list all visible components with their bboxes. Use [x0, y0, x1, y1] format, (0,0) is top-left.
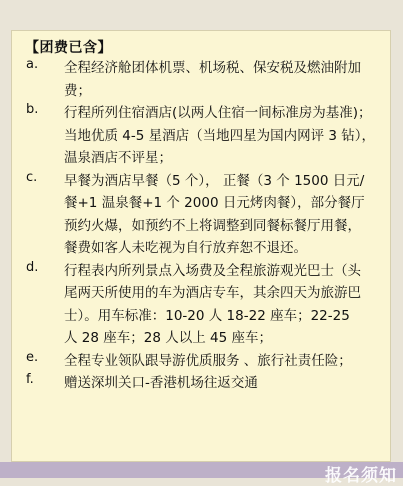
item-text-line: 当地优质 4-5 星酒店（当地四星为国内网评 3 钻），	[64, 127, 376, 144]
item-marker: b.	[26, 102, 39, 117]
inclusions-list	[0, 57, 403, 395]
section-watermark-label: 报名须知	[325, 466, 397, 486]
item-text-line: 餐费如客人未吃视为自行放弃恕不退还。	[64, 240, 307, 256]
item-marker: a.	[26, 57, 39, 72]
item-marker: c.	[26, 169, 38, 185]
item-text-line: 行程表内所列景点入场费及全程旅游观光巴士（头	[64, 262, 361, 279]
item-text-line: 赠送深圳关口-香港机场往返交通	[64, 375, 258, 391]
list-item	[0, 372, 403, 395]
item-text-line: 早餐为酒店早餐（5 个）， 正餐（3 个 1500 日元/	[64, 172, 365, 189]
list-item	[0, 260, 403, 350]
item-marker: d.	[26, 259, 39, 275]
item-text-line: 尾两天所使用的车为酒店专车，其余四天为旅游巴	[64, 285, 361, 301]
item-text-line: 士）。用车标准：10-20 人 18-22 座车；22-25	[64, 307, 350, 324]
item-text-line: 行程所列住宿酒店(以两人住宿一间标准房为基准)；	[64, 105, 372, 121]
list-item	[0, 57, 403, 102]
item-text-line: 人 28 座车；28 人以上 45 座车；	[64, 330, 272, 346]
list-item	[0, 102, 403, 170]
section-heading: 【团费已含】	[25, 40, 112, 56]
item-text-line: 全程经济舱团体机票、机场税、保安税及燃油附加	[64, 60, 361, 76]
item-text-line: 费；	[64, 82, 91, 99]
item-marker: f.	[26, 372, 34, 387]
item-text-line: 温泉酒店不评星；	[64, 150, 172, 166]
list-item	[0, 350, 403, 373]
item-text-line: 餐+1 温泉餐+1 个 2000 日元烤肉餐），部分餐厅	[64, 195, 365, 211]
item-marker: e.	[26, 349, 39, 365]
item-text-line: 全程专业领队跟导游优质服务 、旅行社责任险；	[64, 352, 352, 369]
item-text-line: 预约火爆，如预约不上将调整到同餐标餐厅用餐，	[64, 217, 361, 234]
list-item	[0, 170, 403, 260]
